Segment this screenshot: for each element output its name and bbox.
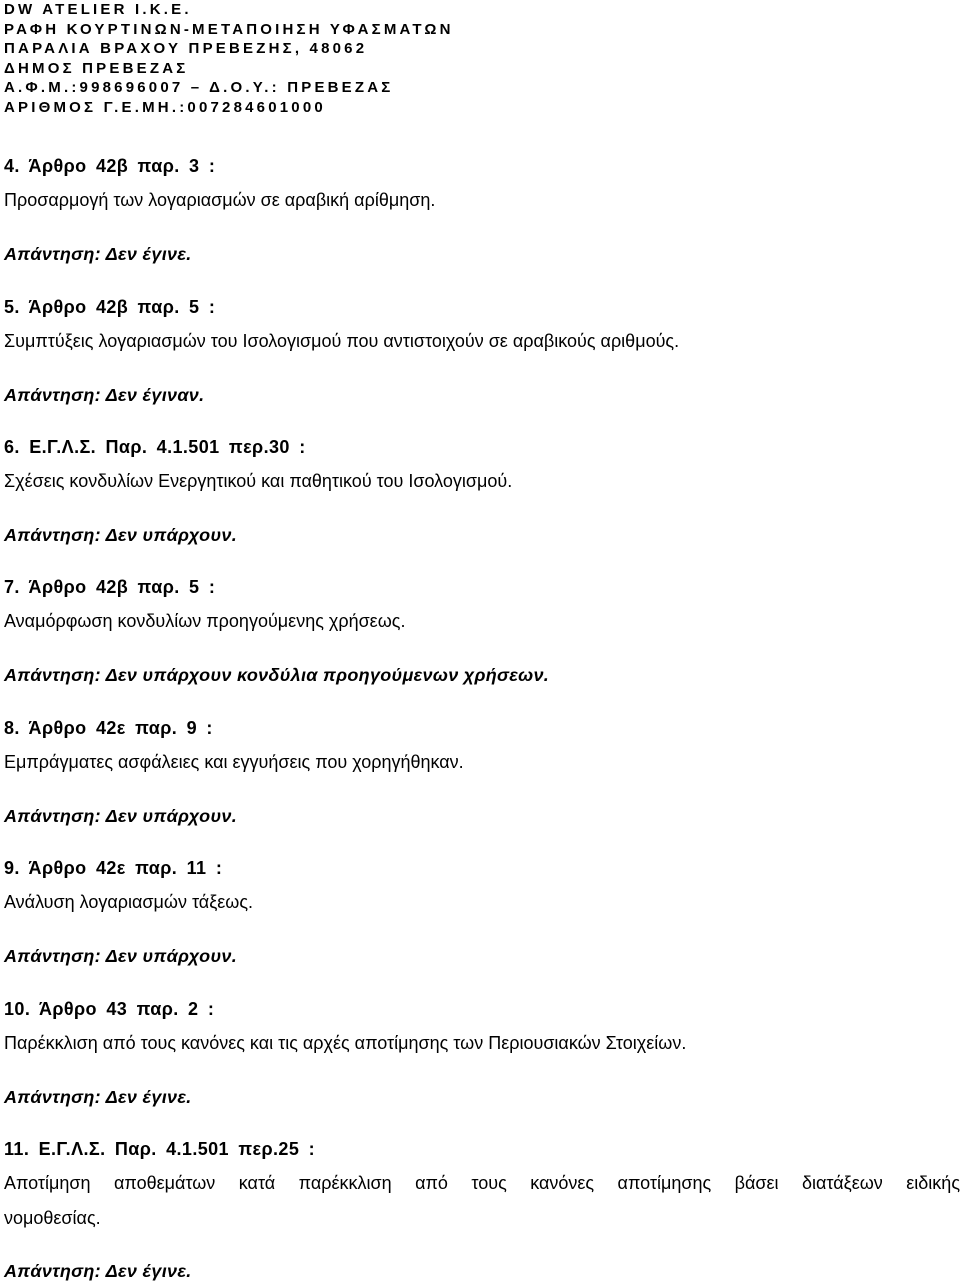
item-answer: Απάντηση: Δεν υπάρχουν. bbox=[4, 525, 238, 545]
item-heading: 7. Άρθρο 42β παρ. 5 : bbox=[4, 577, 216, 597]
item-answer: Απάντηση: Δεν έγιναν. bbox=[4, 385, 205, 405]
item-heading: 9. Άρθρο 42ε παρ. 11 : bbox=[4, 858, 223, 878]
company-header bbox=[4, 0, 954, 118]
item-description: Σχέσεις κονδυλίων Ενεργητικού και παθητικού του Ισολογισμού. bbox=[4, 471, 513, 491]
company-tax-id: Α.Φ.Μ.:998696007 – Δ.Ο.Υ.: ΠΡΕΒΕΖΑΣ bbox=[4, 79, 394, 97]
item-heading: 8. Άρθρο 42ε παρ. 9 : bbox=[4, 718, 213, 738]
item-description: Αναμόρφωση κονδυλίων προηγούμενης χρήσεως. bbox=[4, 611, 406, 631]
item-description-continued: νομοθεσίας. bbox=[4, 1208, 101, 1228]
item-answer: Απάντηση: Δεν υπάρχουν κονδύλια προηγούμενων χρήσεων. bbox=[4, 665, 550, 685]
item-description: Εμπράγματες ασφάλειες και εγγυήσεις που χορηγήθηκαν. bbox=[4, 752, 464, 772]
item-answer: Απάντηση: Δεν υπάρχουν. bbox=[4, 806, 238, 826]
item-answer: Απάντηση: Δεν υπάρχουν. bbox=[4, 946, 238, 966]
item-answer: Απάντηση: Δεν έγινε. bbox=[4, 1087, 192, 1107]
item-description: Παρέκκλιση από τους κανόνες και τις αρχές αποτίμησης των Περιουσιακών Στοιχείων. bbox=[4, 1033, 687, 1053]
item-heading: 6. Ε.Γ.Λ.Σ. Παρ. 4.1.501 περ.30 : bbox=[4, 437, 306, 457]
item-heading: 4. Άρθρο 42β παρ. 3 : bbox=[4, 156, 216, 176]
item-description: Αποτίμηση αποθεμάτων κατά παρέκκλιση από τους κανόνες αποτίμησης βάσει διατάξεων ειδικής bbox=[4, 1173, 960, 1193]
company-address: ΠΑΡΑΛΙΑ ΒΡΑΧΟΥ ΠΡΕΒΕΖΗΣ, 48062 bbox=[4, 40, 368, 58]
item-description: Προσαρμογή των λογαριασμών σε αραβική αρίθμηση. bbox=[4, 190, 436, 210]
item-heading: 5. Άρθρο 42β παρ. 5 : bbox=[4, 297, 216, 317]
item-answer: Απάντηση: Δεν έγινε. bbox=[4, 1261, 192, 1281]
item-description: Συμπτύξεις λογαριασμών του Ισολογισμού που αντιστοιχούν σε αραβικούς αριθμούς. bbox=[4, 331, 680, 351]
company-activity: ΡΑΦΗ ΚΟΥΡΤΙΝΩΝ-ΜΕΤΑΠΟΙΗΣΗ ΥΦΑΣΜΑΤΩΝ bbox=[4, 20, 454, 38]
company-name: DW ATELIER I.K.E. bbox=[4, 1, 192, 18]
item-description: Ανάλυση λογαριασμών τάξεως. bbox=[4, 892, 254, 912]
item-answer: Απάντηση: Δεν έγινε. bbox=[4, 244, 192, 264]
item-heading: 10. Άρθρο 43 παρ. 2 : bbox=[4, 999, 215, 1019]
company-municipality: ΔΗΜΟΣ ΠΡΕΒΕΖΑΣ bbox=[4, 59, 189, 77]
item-heading: 11. Ε.Γ.Λ.Σ. Παρ. 4.1.501 περ.25 : bbox=[4, 1139, 316, 1159]
company-gemi-number: ΑΡΙΘΜΟΣ Γ.Ε.ΜΗ.:007284601000 bbox=[4, 98, 326, 116]
